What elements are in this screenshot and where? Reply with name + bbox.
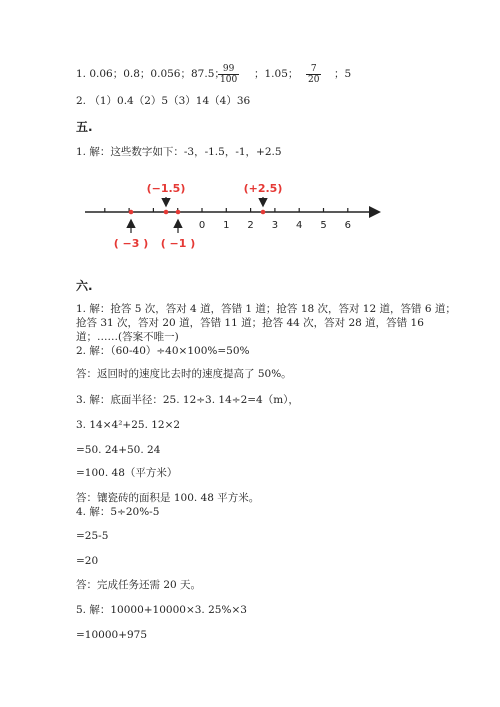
point-pos2-5 [261, 210, 266, 215]
point-neg1 [176, 210, 181, 215]
s6-q2-answer: 答：返回时的速度比去时的速度提高了 50%。 [76, 368, 292, 380]
s6-q4-step2: =20 [76, 555, 99, 567]
section-heading-5: 五. [76, 120, 93, 134]
s6-q1-line2: 抢答 31 次，答对 20 道，答错 11 道；抢答 44 次，答对 28 道，答错 16 [76, 317, 424, 329]
label-neg1-5: (−1.5) [146, 182, 186, 195]
s6-q5: 5. 解：10000+10000×3. 25%×3 [76, 604, 247, 616]
s6-q3-step2: =50. 24+50. 24 [76, 444, 161, 456]
tick-label: 6 [344, 220, 351, 231]
answer-line-2: 2. （1）0.4（2）5（3）14（4）36 [76, 95, 251, 107]
s6-q4: 4. 解：5÷20%-5 [76, 506, 160, 518]
fraction-7-20 [306, 64, 321, 85]
number-line-figure [80, 175, 390, 255]
fraction-99-100 [218, 64, 239, 85]
s6-q1-line3: 道；……(答案不唯一) [76, 331, 179, 343]
tick-label: 2 [247, 220, 254, 231]
fraction-denominator: 100 [220, 75, 238, 85]
tick-label: 3 [271, 220, 279, 231]
answer-1-part-b-wrap [254, 67, 298, 81]
label-neg1: ( −1 ) [160, 237, 196, 250]
s6-q5-step1: =10000+975 [76, 629, 148, 641]
s6-q3-step3: =100. 48（平方米） [76, 467, 178, 479]
tick-label: 5 [320, 220, 327, 231]
answer-1-part-c: ；5 [334, 68, 352, 80]
answer-1-part-b: ；1.05； [254, 68, 299, 80]
fraction-denominator: 20 [308, 75, 320, 85]
point-neg3 [129, 210, 134, 215]
s6-q3-answer: 答：镶瓷砖的面积是 100. 48 平方米。 [76, 492, 260, 504]
answer-1-part-c-wrap [334, 67, 351, 81]
s5-q1-text: 1. 解：这些数字如下：-3，-1.5，-1，+2.5 [76, 146, 282, 158]
tick-label: 4 [296, 220, 303, 231]
s6-q3-step1: 3. 14×4²+25. 12×2 [76, 419, 181, 431]
s6-q4-step1: =25-5 [76, 530, 109, 542]
s6-q1-line1: 1. 解：抢答 5 次，答对 4 道，答错 1 道；抢答 18 次，答对 12 道，答错 6 道； [76, 303, 456, 315]
tick-label: 1 [223, 220, 230, 231]
section-heading-6: 六. [76, 279, 93, 293]
s6-q4-answer: 答：完成任务还需 20 天。 [76, 579, 202, 591]
answer-1-part-a: 1. 0.06；0.8；0.056；87.5； [76, 68, 225, 80]
answer-line-1 [76, 67, 225, 81]
s6-q2: 2. 解：（60-40）÷40×100%=50% [76, 345, 250, 357]
label-pos2-5: (+2.5) [243, 182, 283, 195]
fraction-numerator: 7 [306, 64, 321, 75]
point-neg1-5 [164, 210, 169, 215]
s6-q3: 3. 解：底面半径：25. 12÷3. 14÷2=4（m）， [76, 394, 299, 406]
fraction-numerator: 99 [218, 64, 239, 75]
label-neg3: ( −3 ) [113, 237, 149, 250]
tick-label: 0 [198, 220, 206, 231]
number-line-tick-labels [199, 220, 351, 231]
